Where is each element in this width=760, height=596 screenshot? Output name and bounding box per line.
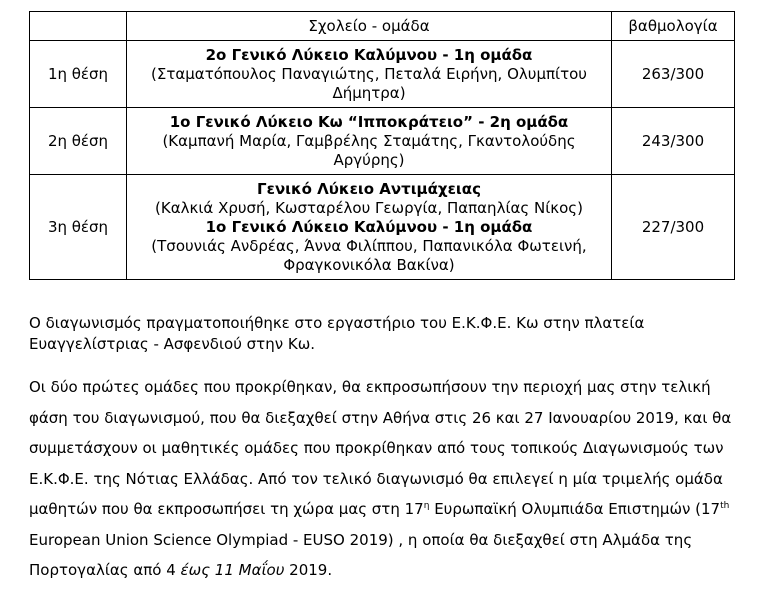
school-name: Γενικό Λύκειο Αντιμάχειας	[257, 179, 481, 198]
paragraph-text: 2019.	[284, 561, 333, 579]
school-name: 1ο Γενικό Λύκειο Κω “Ιπποκράτειο” - 2η ομάδα	[169, 112, 569, 131]
header-place-cell	[30, 12, 127, 41]
final-phase-paragraph	[29, 372, 739, 586]
score-cell: 263/300	[612, 41, 735, 108]
paragraph-text: Οι δύο πρώτες ομάδες που προκρίθηκαν, θα εκπροσωπήσουν την περιοχή μας στην τελική φάση του διαγωνισμού, που θα διεξαχθεί στην Αθήνα στις 26 και 27 Ιανουαρίου 2019, και θα συμμετάσχουν οι μαθητικές ομάδες που προκρίθηκαν από τους τοπικούς Διαγωνισμούς των Ε.Κ.Φ.Ε. της Νότιας Ελλάδας. Από τον τελικό διαγωνισμό θα επιλεγεί η μία τριμελής ομάδα μαθητών που θα εκπροσωπήσει τη χώρα μας στη 17	[29, 378, 732, 518]
table-row	[30, 41, 735, 108]
team-members: (Καλκιά Χρυσή, Κωσταρέλου Γεωργία, Παπαηλίας Νίκος)	[155, 198, 583, 217]
ordinal-superscript: η	[423, 501, 430, 511]
score-cell: 243/300	[612, 108, 735, 175]
table-row	[30, 175, 735, 280]
paragraph-text: European Union Science Olympiad - EUSO 2019) , η οποία θα διεξαχθεί στη Αλμάδα της Πορτογαλίας από 4	[29, 530, 693, 579]
ordinal-superscript: th	[720, 501, 730, 511]
team-members: (Τσουνιάς Ανδρέας, Άννα Φιλίππου, Παπανικόλα Φωτεινή, Φραγκονικόλα Βακίνα)	[151, 236, 587, 274]
italic-dates: έως 11 Μαΐου	[180, 561, 285, 579]
table-header-row	[30, 12, 735, 41]
place-cell: 1η θέση	[30, 41, 127, 108]
school-name: 2ο Γενικό Λύκειο Καλύμνου - 1η ομάδα	[205, 45, 533, 64]
team-cell	[127, 108, 612, 175]
paragraph-text: Ευρωπαϊκή Ολυμπιάδα Επιστημών (17	[429, 500, 721, 518]
header-score-cell: βαθμολογία	[612, 12, 735, 41]
table-row	[30, 108, 735, 175]
results-table	[29, 11, 735, 280]
team-members: (Σταματόπουλος Παναγιώτης, Πεταλά Ειρήνη, Ολυμπίτου Δήμητρα)	[151, 64, 587, 102]
venue-paragraph: Ο διαγωνισμός πραγματοποιήθηκε στο εργαστήριο του Ε.Κ.Φ.Ε. Κω στην πλατεία Ευαγγελίστριας - Ασφενδιού στην Κω.	[29, 314, 645, 353]
team-cell	[127, 41, 612, 108]
school-name: 1ο Γενικό Λύκειο Καλύμνου - 1η ομάδα	[205, 217, 533, 236]
place-cell: 2η θέση	[30, 108, 127, 175]
team-cell	[127, 175, 612, 280]
place-cell: 3η θέση	[30, 175, 127, 280]
team-members: (Καμπανή Μαρία, Γαμβρέλης Σταμάτης, Γκαντολούδης Αργύρης)	[162, 131, 576, 169]
score-cell: 227/300	[612, 175, 735, 280]
header-team-cell: Σχολείο - ομάδα	[127, 12, 612, 41]
